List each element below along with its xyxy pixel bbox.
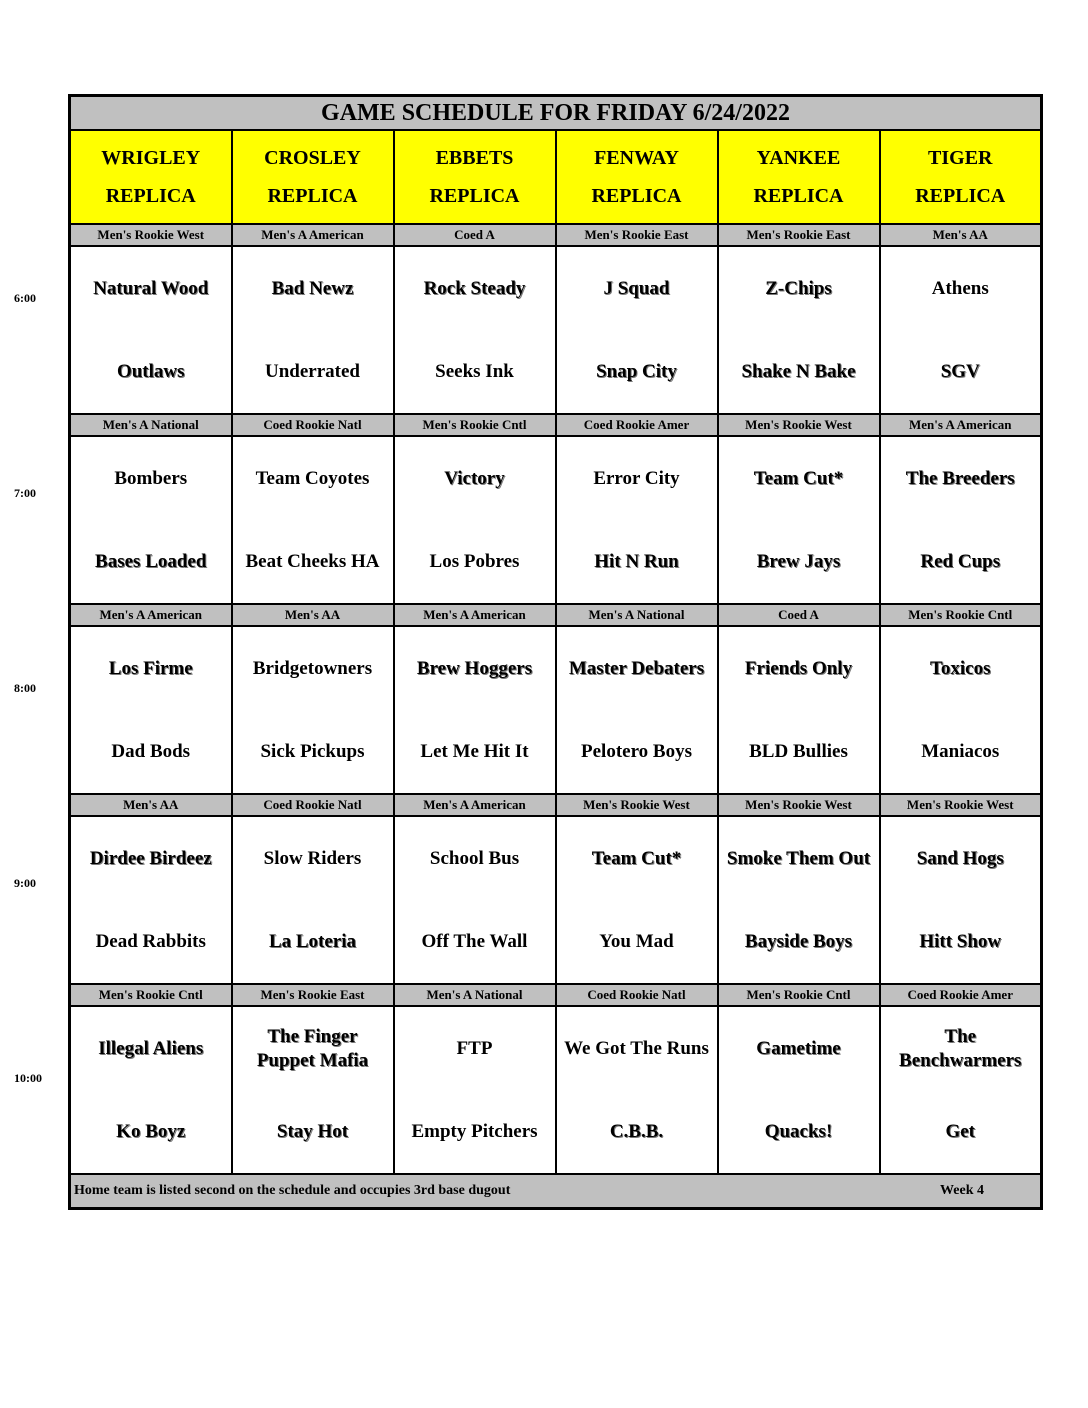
field-header-tiger	[880, 130, 1042, 224]
division-label: Men's Rookie Cntl	[718, 984, 880, 1006]
field-name: EBBETS	[435, 147, 514, 169]
home-team: La Loteria	[268, 930, 357, 952]
division-label: Men's Rookie West	[70, 224, 232, 246]
division-label: Men's A National	[394, 984, 556, 1006]
away-team: FTP	[456, 1037, 493, 1059]
game-cell	[232, 436, 394, 604]
game-cell	[880, 816, 1042, 984]
away-team: Friends Only	[744, 657, 853, 679]
away-team: The Breeders	[905, 467, 1015, 489]
away-team: Z-Chips	[765, 277, 832, 299]
time-label: 7:00	[14, 486, 36, 500]
home-team: Red Cups	[920, 550, 1001, 572]
field-type: REPLICA	[267, 185, 358, 207]
game-cell	[394, 246, 556, 414]
field-header-yankee	[718, 130, 880, 224]
division-label: Men's Rookie Cntl	[394, 414, 556, 436]
away-team: Master Debaters	[568, 657, 705, 679]
away-team: Team Cut*	[753, 467, 844, 489]
game-cell	[880, 436, 1042, 604]
division-label: Men's Rookie West	[718, 414, 880, 436]
game-cell	[232, 626, 394, 794]
schedule-table	[68, 94, 1043, 1210]
time-label: 8:00	[14, 681, 36, 695]
home-team: BLD Bullies	[749, 740, 848, 762]
away-team: Team Cut*	[591, 847, 682, 869]
game-cell	[232, 1006, 394, 1174]
home-team: Snap City	[596, 360, 677, 382]
game-cell	[718, 626, 880, 794]
division-label: Men's Rookie East	[556, 224, 718, 246]
field-name: FENWAY	[594, 147, 679, 169]
away-team: J Squad	[603, 277, 670, 299]
division-label: Men's A American	[394, 604, 556, 626]
home-team: C.B.B.	[609, 1120, 664, 1142]
away-team: Illegal Aliens	[98, 1037, 204, 1059]
game-cell	[232, 246, 394, 414]
division-label: Coed Rookie Natl	[232, 414, 394, 436]
home-team: Seeks Ink	[435, 360, 514, 382]
away-team: Los Firme	[108, 657, 193, 679]
home-team: Sick Pickups	[260, 740, 365, 762]
game-cell	[556, 436, 718, 604]
home-team: Shake N Bake	[741, 360, 856, 382]
away-team: Victory	[444, 467, 505, 489]
home-team: Stay Hot	[276, 1120, 349, 1142]
away-team: The Benchwarmers	[899, 1025, 1022, 1071]
game-cell	[556, 816, 718, 984]
game-cell	[718, 436, 880, 604]
game-cell	[70, 246, 232, 414]
home-team: Bases Loaded	[95, 550, 207, 572]
home-team: Pelotero Boys	[581, 740, 692, 762]
away-team: Sand Hogs	[916, 847, 1004, 869]
division-label: Men's AA	[232, 604, 394, 626]
home-team: Maniacos	[921, 740, 1000, 762]
division-label: Coed Rookie Natl	[556, 984, 718, 1006]
week-label: Week 4	[940, 1183, 984, 1198]
away-team: The Finger Puppet Mafia	[256, 1025, 369, 1071]
division-label: Coed A	[394, 224, 556, 246]
division-label: Men's AA	[880, 224, 1042, 246]
division-label: Men's A National	[556, 604, 718, 626]
home-team: Quacks!	[764, 1120, 833, 1142]
home-team: Brew Jays	[756, 550, 841, 572]
field-type: REPLICA	[753, 185, 844, 207]
division-label: Men's Rookie East	[718, 224, 880, 246]
division-label: Men's Rookie West	[556, 794, 718, 816]
away-team: Bad Newz	[271, 277, 354, 299]
game-cell	[394, 816, 556, 984]
division-label: Men's A American	[70, 604, 232, 626]
away-team: We Got The Runs	[564, 1037, 709, 1059]
division-label: Men's Rookie West	[880, 794, 1042, 816]
field-header-fenway	[556, 130, 718, 224]
division-label: Coed Rookie Amer	[556, 414, 718, 436]
home-team: Beat Cheeks HA	[245, 550, 380, 572]
home-team: Hitt Show	[919, 930, 1002, 952]
home-team: Underrated	[265, 360, 360, 382]
division-label: Men's A American	[394, 794, 556, 816]
home-team: Los Pobres	[429, 550, 520, 572]
division-label: Men's Rookie Cntl	[880, 604, 1042, 626]
division-label: Men's Rookie Cntl	[70, 984, 232, 1006]
game-cell	[394, 1006, 556, 1174]
game-cell	[556, 246, 718, 414]
home-team: Empty Pitchers	[411, 1120, 538, 1142]
time-label: 9:00	[14, 876, 36, 890]
away-team: Bombers	[114, 467, 188, 489]
away-team: Dirdee Birdeez	[89, 847, 212, 869]
home-team: Let Me Hit It	[420, 740, 529, 762]
away-team: Brew Hoggers	[416, 657, 533, 679]
home-team: Bayside Boys	[744, 930, 853, 952]
schedule-footer	[70, 1174, 1042, 1209]
home-team: Outlaws	[116, 360, 185, 382]
game-cell	[556, 1006, 718, 1174]
division-label: Men's Rookie West	[718, 794, 880, 816]
field-type: REPLICA	[429, 185, 520, 207]
game-cell	[556, 626, 718, 794]
home-team: You Mad	[599, 930, 674, 952]
schedule-title: GAME SCHEDULE FOR FRIDAY 6/24/2022	[70, 96, 1042, 131]
away-team: Error City	[593, 467, 680, 489]
away-team: School Bus	[429, 847, 520, 869]
game-cell	[232, 816, 394, 984]
game-cell	[880, 626, 1042, 794]
home-team: Dad Bods	[111, 740, 191, 762]
division-label: Men's A National	[70, 414, 232, 436]
away-team: Natural Wood	[93, 277, 209, 299]
away-team: Rock Steady	[423, 277, 526, 299]
home-team: Hit N Run	[594, 550, 679, 572]
home-team: SGV	[940, 360, 980, 382]
field-header-ebbets	[394, 130, 556, 224]
field-header-wrigley	[70, 130, 232, 224]
field-name: YANKEE	[756, 147, 841, 169]
game-cell	[880, 246, 1042, 414]
game-cell	[70, 626, 232, 794]
away-team: Slow Riders	[263, 847, 362, 869]
away-team: Team Coyotes	[255, 467, 370, 489]
home-team: Ko Boyz	[116, 1120, 186, 1142]
away-team: Gametime	[756, 1037, 841, 1059]
division-label: Men's A American	[232, 224, 394, 246]
field-type: REPLICA	[915, 185, 1006, 207]
field-header-crosley	[232, 130, 394, 224]
division-label: Men's A American	[880, 414, 1042, 436]
division-label: Coed Rookie Amer	[880, 984, 1042, 1006]
game-cell	[70, 816, 232, 984]
division-label: Coed A	[718, 604, 880, 626]
away-team: Smoke Them Out	[726, 847, 871, 869]
field-name: CROSLEY	[264, 147, 361, 169]
game-cell	[394, 436, 556, 604]
field-type: REPLICA	[105, 185, 196, 207]
time-label: 6:00	[14, 291, 36, 305]
home-team-note: Home team is listed second on the schedule and occupies 3rd base dugout	[74, 1183, 511, 1198]
field-type: REPLICA	[591, 185, 682, 207]
division-label: Men's AA	[70, 794, 232, 816]
home-team: Dead Rabbits	[95, 930, 206, 952]
field-name: WRIGLEY	[101, 147, 201, 169]
away-team: Bridgetowners	[252, 657, 373, 679]
game-cell	[718, 1006, 880, 1174]
game-cell	[718, 816, 880, 984]
home-team: Off The Wall	[421, 930, 528, 952]
field-name: TIGER	[928, 147, 993, 169]
away-team: Toxicos	[929, 657, 991, 679]
division-label: Men's Rookie East	[232, 984, 394, 1006]
time-label: 10:00	[14, 1071, 42, 1085]
game-cell	[718, 246, 880, 414]
game-cell	[70, 1006, 232, 1174]
game-cell	[880, 1006, 1042, 1174]
home-team: Get	[945, 1120, 976, 1142]
away-team: Athens	[931, 277, 989, 299]
division-label: Coed Rookie Natl	[232, 794, 394, 816]
game-cell	[70, 436, 232, 604]
game-cell	[394, 626, 556, 794]
